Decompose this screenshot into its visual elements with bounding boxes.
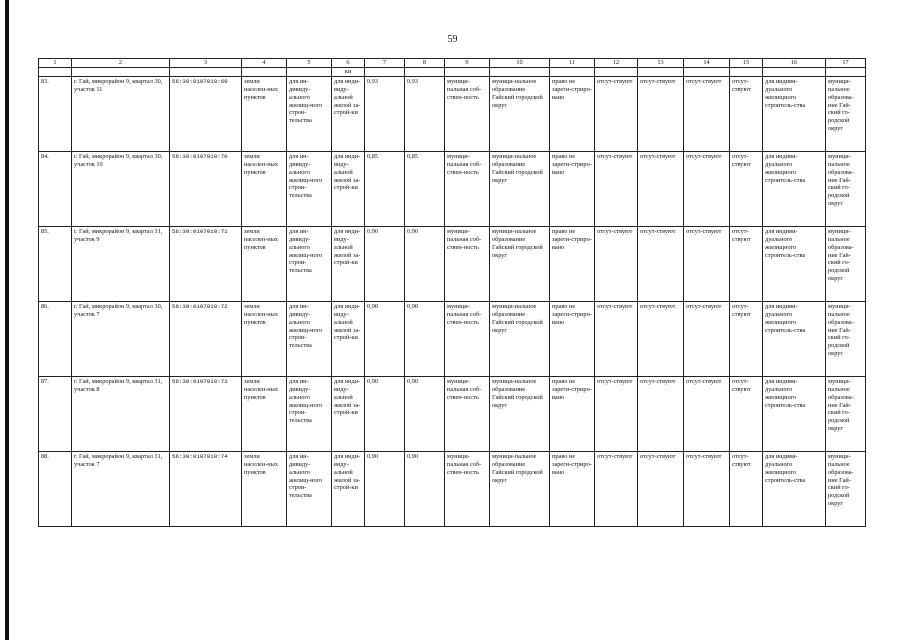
encumbrance-cell: отсут-ствуют [684,77,730,152]
permitted-use-cell: для ин-дивиду-ального жилищ-ного строи-тельства [287,152,332,227]
col-header: 3 [170,59,242,68]
encumbrance-cell: отсут-ствуют [638,77,684,152]
cadastral-number-cell: 56:39:0107010:72 [170,302,242,377]
encumbrance-cell: отсут-ствуют [595,452,638,527]
permitted-use-detail-cell: для инди-виду-альной жилой за-строй-ки [332,227,365,302]
address-cell: г. Гай, микрорайон 9, квартал 30, участок 7 [72,302,170,377]
encumbrance-cell: отсут-ствуют [638,152,684,227]
col-header: 1 [39,59,72,68]
cadastral-number-cell: 56:39:0107010:71 [170,227,242,302]
encumbrance-cell: отсут-ствуют [730,452,763,527]
area-cell-2: 0,90 [405,377,445,452]
ownership-form-cell: муници-пальная соб-ствен-ность [445,77,490,152]
encumbrance-cell: отсут-ствуют [730,227,763,302]
column-number-row [39,59,866,68]
purpose-cell: для индиви-дуального жилищного строитель-ства [763,377,826,452]
area-cell: 0,90 [365,302,405,377]
area-cell-2: 0,90 [405,452,445,527]
cadastral-number-cell: 56:39:0107010:69 [170,77,242,152]
col-header: 12 [595,59,638,68]
table-row [39,152,866,227]
encumbrance-cell: отсут-ствуют [684,152,730,227]
encumbrance-cell: отсут-ствуют [684,452,730,527]
col-header: 5 [287,59,332,68]
owner-cell: муници-пальное образование Гайский городской округ [490,452,550,527]
table-row [39,77,866,152]
land-registry-table [38,58,866,527]
address-cell: г. Гай, микрорайон 9, квартал 30, участок 10 [72,152,170,227]
continuation-row [39,68,866,77]
holder-cell: муници-пальное образова-ние Гай-ский го-родской округ [826,227,866,302]
encumbrance-cell: отсут-ствуют [638,302,684,377]
land-category-cell: земли населен-ных пунктов [242,377,287,452]
ownership-form-cell: муници-пальная соб-ствен-ность [445,377,490,452]
permitted-use-cell: для ин-дивиду-ального жилищ-ного строн-тельства [287,77,332,152]
owner-cell: муници-пальное образование Гайский городской округ [490,302,550,377]
permitted-use-cell: для ин-дивиду-ального жилищ-ного строи-тельства [287,227,332,302]
col-header: 6 [332,59,365,68]
permitted-use-detail-cell: для инди-виду-альной жилой за-строй-ки [332,377,365,452]
col-header: 11 [550,59,595,68]
encumbrance-cell: отсут-ствуют [730,377,763,452]
area-cell: 0,93 [365,77,405,152]
right-registration-cell: право не зареги-стриро-вано [550,77,595,152]
area-cell-2: 0,90 [405,227,445,302]
owner-cell: муници-пальное образование Гайский городской округ [490,152,550,227]
col-header: 10 [490,59,550,68]
col-header: 16 [763,59,826,68]
owner-cell: муници-пальное образование Гайский городской округ [490,377,550,452]
address-cell: г. Гай, микрорайон 9, квартал 31, участок 7 [72,452,170,527]
table-row [39,227,866,302]
table-row [39,452,866,527]
cadastral-number-cell: 56:39:0107010:74 [170,452,242,527]
row-number: 83. [39,77,72,152]
holder-cell: муници-пальное образова-ние Гай-ский го-родской округ [826,377,866,452]
address-cell: г. Гай, микрорайон 9, квартал 31, участок 9 [72,227,170,302]
right-registration-cell: право не зареги-стриро-вано [550,377,595,452]
encumbrance-cell: отсут-ствуют [684,302,730,377]
purpose-cell: для индиви-дуального жилищного строитель-ства [763,302,826,377]
ownership-form-cell: муници-пальная соб-ствен-ность [445,452,490,527]
page-number: 59 [447,34,458,45]
ownership-form-cell: муници-пальная соб-ствен-ность [445,302,490,377]
owner-cell: муници-пальное образование Гайский городской округ [490,227,550,302]
continued-text: ки [332,68,365,77]
permitted-use-detail-cell: для инди-виду-альной жилой за-строй-ки [332,152,365,227]
encumbrance-cell: отсут-ствуют [684,227,730,302]
permitted-use-detail-cell: для инди-виду-альной жилой за-строй-ки [332,302,365,377]
permitted-use-cell: для ин-дивиду-ального жилищ-ного строн-тельства [287,302,332,377]
purpose-cell: для индиви-дуального жилищного строитель-ства [763,152,826,227]
col-header: 7 [365,59,405,68]
encumbrance-cell: отсут-ствуют [595,77,638,152]
land-category-cell: земли населен-ных пунктов [242,302,287,377]
address-cell: г. Гай, микрорайон 9, квартал 31, участок 8 [72,377,170,452]
encumbrance-cell: отсут-ствуют [638,377,684,452]
right-registration-cell: право не зареги-стриро-вано [550,152,595,227]
holder-cell: муници-пальное образова-ние Гай-ский го-родской округ [826,452,866,527]
area-cell: 0,85 [365,152,405,227]
encumbrance-cell: отсут-ствуют [730,152,763,227]
purpose-cell: для индиви-дуального жилищного строитель-ства [763,452,826,527]
col-header: 13 [638,59,684,68]
permitted-use-detail-cell: для инди-виду-альной жилой за-строй-ки [332,77,365,152]
right-registration-cell: право не зареги-стриро-вано [550,452,595,527]
col-header: 8 [405,59,445,68]
holder-cell: муници-пальное образова-ние Гай-ский го-родской округ [826,302,866,377]
row-number: 86. [39,302,72,377]
area-cell-2: 0,85 [405,152,445,227]
purpose-cell: для индиви-дуального жилищного строитель-ства [763,77,826,152]
land-category-cell: земли населен-ных пунктов [242,152,287,227]
ownership-form-cell: муници-пальная соб-ствен-ность [445,227,490,302]
land-category-cell: земли населен-ных пунктов [242,452,287,527]
encumbrance-cell: отсут-ствуют [638,227,684,302]
encumbrance-cell: отсут-ствуют [684,377,730,452]
encumbrance-cell: отсут-ствуют [595,302,638,377]
area-cell: 0,90 [365,452,405,527]
permitted-use-detail-cell: для инди-виду-альной жилой за-строй-ки [332,452,365,527]
col-header: 4 [242,59,287,68]
encumbrance-cell: отсут-ствуют [595,377,638,452]
row-number: 87. [39,377,72,452]
cadastral-number-cell: 56:39:0107010:70 [170,152,242,227]
col-header: 15 [730,59,763,68]
holder-cell: муници-пальное образова-ние Гай-ский го-родской округ [826,77,866,152]
permitted-use-cell: для ин-дивиду-ального жилищ-ного строи-тельства [287,452,332,527]
col-header: 14 [684,59,730,68]
row-number: 88. [39,452,72,527]
land-category-cell: земли населен-ных пунктов [242,77,287,152]
holder-cell: муници-пальное образова-ние Гай-ский го-родской округ [826,152,866,227]
right-registration-cell: право не зареги-стриро-вано [550,227,595,302]
purpose-cell: для индиви-дуального жилищного строитель-ства [763,227,826,302]
cadastral-number-cell: 56:39:0107010:73 [170,377,242,452]
row-number: 85. [39,227,72,302]
encumbrance-cell: отсут-ствуют [730,77,763,152]
permitted-use-cell: для ин-дивиду-ального жилищ-ного строи-тельства [287,377,332,452]
area-cell: 0,90 [365,227,405,302]
owner-cell: муници-пальное образование Гайский городской округ [490,77,550,152]
area-cell-2: 0,93 [405,77,445,152]
table-row [39,302,866,377]
encumbrance-cell: отсут-ствуют [595,227,638,302]
encumbrance-cell: отсут-ствуют [730,302,763,377]
col-header: 9 [445,59,490,68]
address-cell: г. Гай, микрорайон 9, квартал 30, участок 11 [72,77,170,152]
col-header: 17 [826,59,866,68]
area-cell: 0,90 [365,377,405,452]
row-number: 84. [39,152,72,227]
encumbrance-cell: отсут-ствуют [595,152,638,227]
col-header: 2 [72,59,170,68]
area-cell-2: 0,90 [405,302,445,377]
encumbrance-cell: отсут-ствуют [638,452,684,527]
land-category-cell: земли населен-ных пунктов [242,227,287,302]
right-registration-cell: право не зареги-стриро-вано [550,302,595,377]
scan-edge-bar [5,0,9,640]
table-row [39,377,866,452]
ownership-form-cell: муници-пальная соб-ствен-ность [445,152,490,227]
